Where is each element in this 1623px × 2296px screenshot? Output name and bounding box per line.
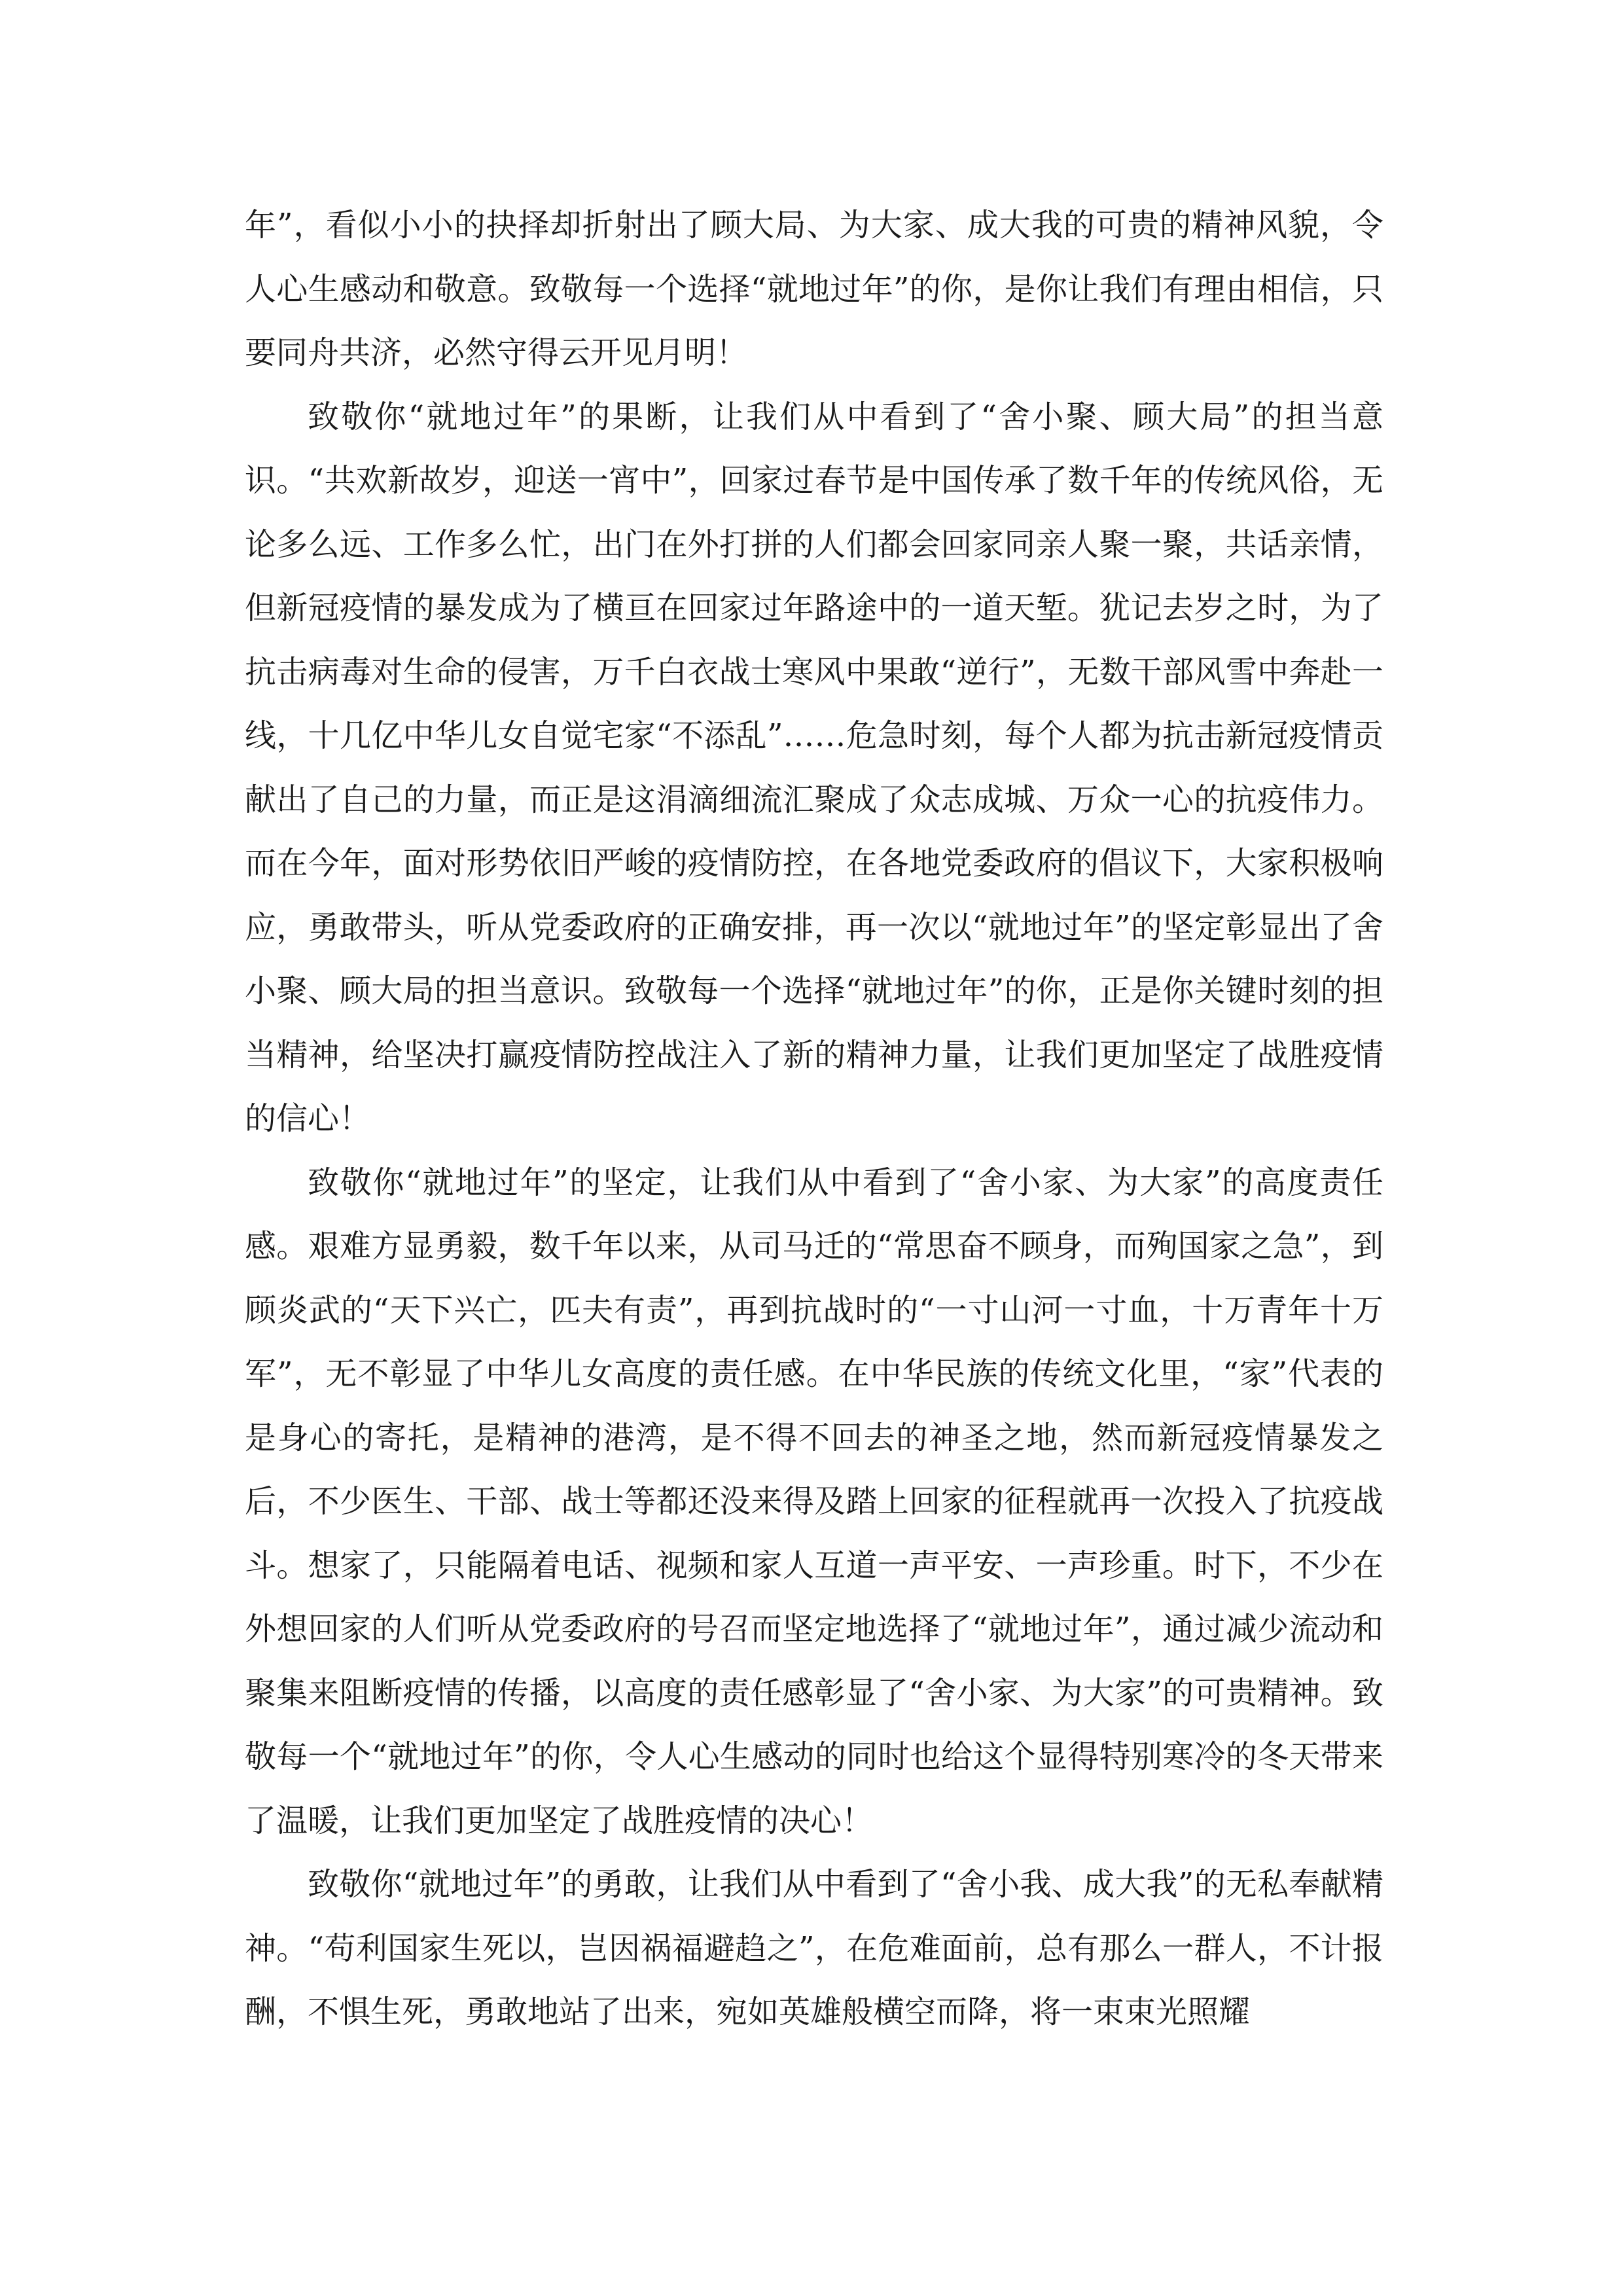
paragraph-firmness: 致敬你“就地过年”的坚定，让我们从中看到了“舍小家、为大家”的高度责任感。艰难方显勇毅，数千年以来，从司马迁的“常思奋不顾身，而殉国家之急”，到顾炎武的“天下兴亡，匹夫有责”，再到抗战时的“一寸山河一寸血，十万青年十万军”，无不彰显了中华儿女高度的责任感。在中华民族的传统文化里，“家”代表的是身心的寄托，是精神的港湾，是不得不回去的神圣之地，然而新冠疫情暴发之后，不少医生、干部、战士等都还没来得及踏上回家的征程就再一次投入了抗疫战斗。想家了，只能隔着电话、视频和家人互道一声平安、一声珍重。时下，不少在外想回家的人们听从党委政府的号召而坚定地选择了“就地过年”，通过减少流动和聚集来阻断疫情的传播，以高度的责任感彰显了“舍小家、为大家”的可贵精神。致敬每一个“就地过年”的你，令人心生感动的同时也给这个显得特别寒冷的冬天带来了温暖，让我们更加坚定了战胜疫情的决心！ [245, 1164, 1383, 1839]
paragraph-continuation: 年”，看似小小的抉择却折射出了顾大局、为大家、成大我的可贵的精神风貌，令人心生感动和敬意。致敬每一个选择“就地过年”的你，是你让我们有理由相信，只要同舟共济，必然守得云开见月明！ [245, 207, 1383, 371]
paragraph-courage: 致敬你“就地过年”的勇敢，让我们从中看到了“舍小我、成大我”的无私奉献精神。“苟利国家生死以，岂因祸福避趋之”，在危难面前，总有那么一群人，不计报酬，不惧生死，勇敢地站了出来，宛如英雄般横空而降，将一束束光照耀 [245, 1866, 1383, 2030]
article-body [245, 194, 1383, 2045]
paragraph-decisiveness: 致敬你“就地过年”的果断，让我们从中看到了“舍小聚、顾大局”的担当意识。“共欢新故岁，迎送一宵中”，回家过春节是中国传承了数千年的传统风俗，无论多么远、工作多么忙，出门在外打拼的人们都会回家同亲人聚一聚，共话亲情，但新冠疫情的暴发成为了横亘在回家过年路途中的一道天堑。犹记去岁之时，为了抗击病毒对生命的侵害，万千白衣战士寒风中果敢“逆行”，无数干部风雪中奔赴一线，十几亿中华儿女自觉宅家“不添乱”……危急时刻，每个人都为抗击新冠疫情贡献出了自己的力量，而正是这涓滴细流汇聚成了众志成城、万众一心的抗疫伟力。而在今年，面对形势依旧严峻的疫情防控，在各地党委政府的倡议下，大家积极响应，勇敢带头，听从党委政府的正确安排，再一次以“就地过年”的坚定彰显出了舍小聚、顾大局的担当意识。致敬每一个选择“就地过年”的你，正是你关键时刻的担当精神，给坚决打赢疫情防控战注入了新的精神力量，让我们更加坚定了战胜疫情的信心！ [245, 398, 1383, 1137]
